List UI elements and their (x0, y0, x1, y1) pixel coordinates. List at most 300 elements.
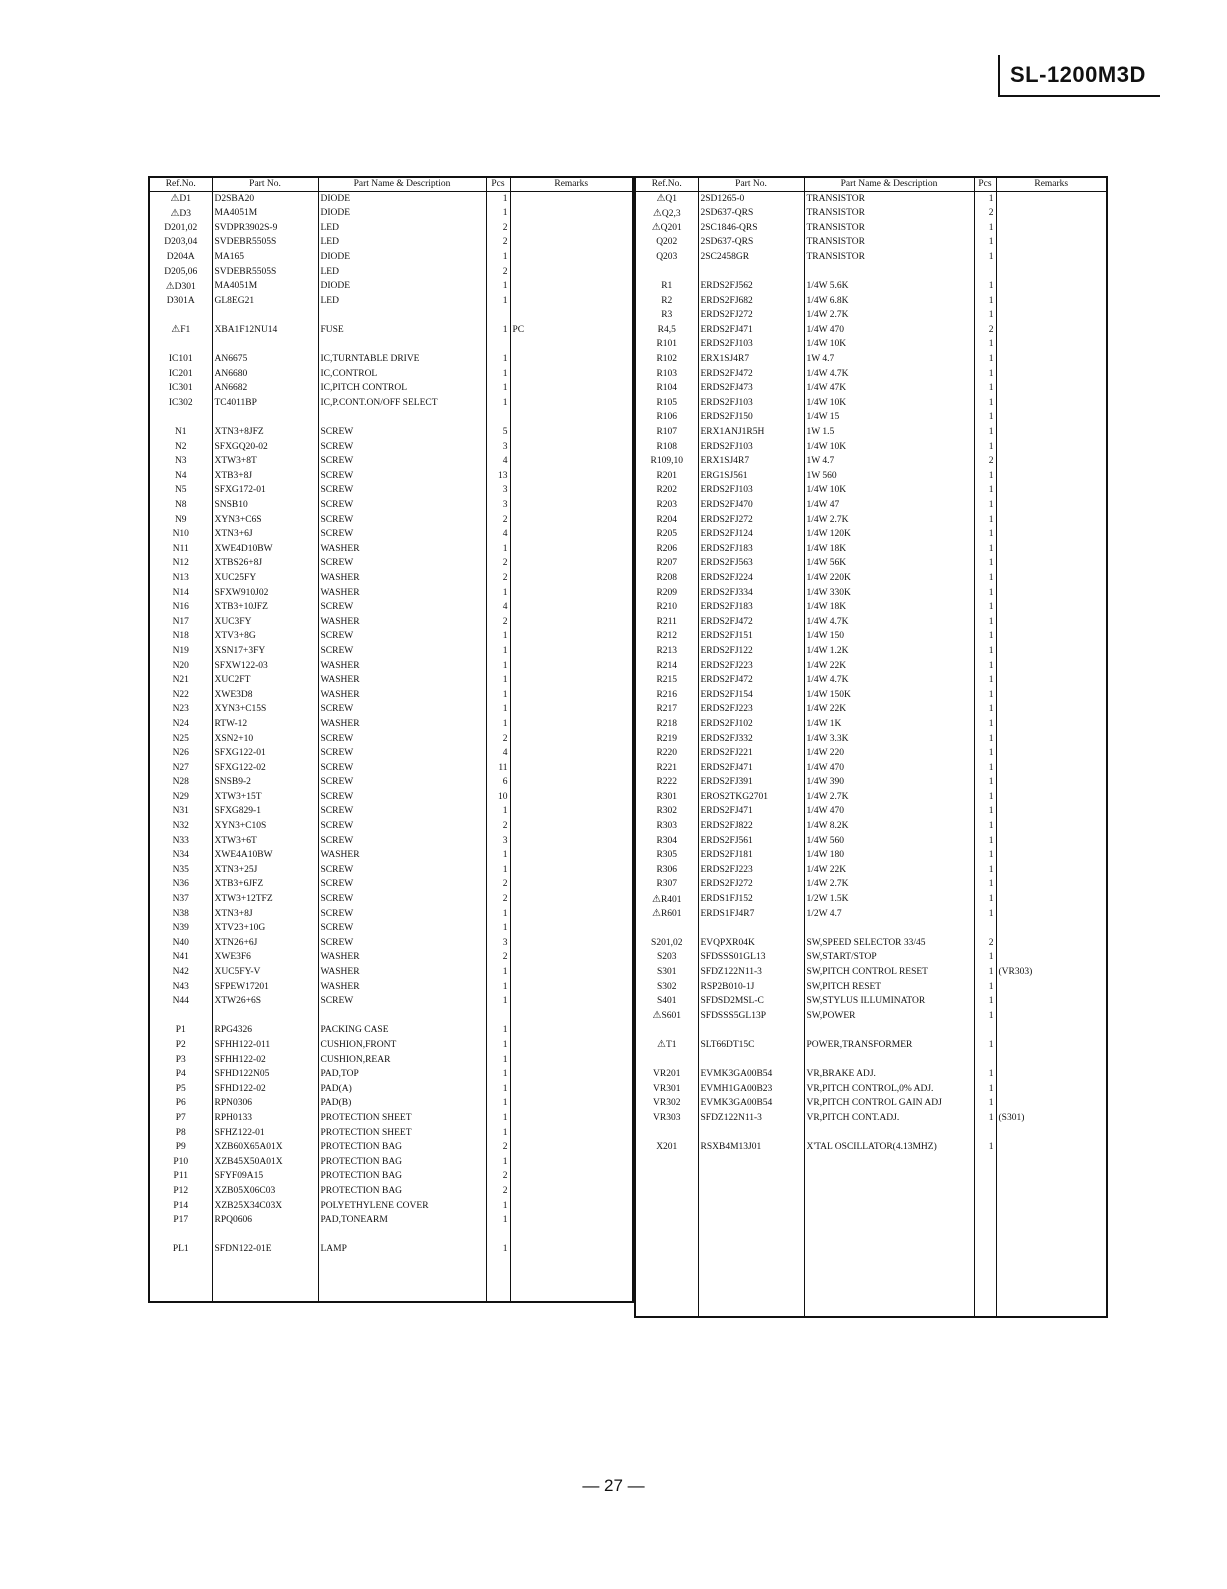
part-no-cell (698, 1228, 804, 1243)
ref-cell (149, 776, 212, 791)
ref-number: VR301 (653, 1083, 681, 1094)
pcs-cell: 1 (486, 396, 510, 411)
pcs-cell: 1 (486, 995, 510, 1010)
description-cell: SCREW (318, 440, 486, 455)
remarks-cell (510, 805, 633, 820)
pcs-cell: 1 (486, 1126, 510, 1141)
remarks-cell (996, 893, 1107, 908)
pcs-cell: 1 (974, 820, 996, 835)
table-row (149, 513, 633, 528)
remarks-cell (510, 907, 633, 922)
pcs-cell: 1 (486, 965, 510, 980)
description-cell: SCREW (318, 498, 486, 513)
part-no-cell (698, 1287, 804, 1302)
ref-number: N42 (172, 967, 189, 978)
ref-cell (635, 1257, 698, 1272)
description-cell: PAD,TOP (318, 1068, 486, 1083)
ref-cell (149, 571, 212, 586)
part-no-cell (698, 1301, 804, 1317)
ref-cell (149, 207, 212, 222)
ref-number: N28 (172, 777, 189, 788)
pcs-cell (974, 1170, 996, 1185)
pcs-cell: 1 (974, 1009, 996, 1024)
part-no-cell: ERDS2FJ272 (698, 309, 804, 324)
description-cell: 1/4W 150K (804, 688, 974, 703)
description-cell (318, 1272, 486, 1287)
table-row (149, 411, 633, 426)
part-no-cell: ERX1SJ4R7 (698, 353, 804, 368)
ref-number: N23 (172, 704, 189, 715)
table-row (149, 878, 633, 893)
part-no-cell (212, 1257, 318, 1272)
table-row (635, 1053, 1107, 1068)
part-no-cell: ERX1ANJ1R5H (698, 426, 804, 441)
part-no-cell: ERDS2FJ563 (698, 557, 804, 572)
remarks-cell (510, 922, 633, 937)
ref-cell (149, 878, 212, 893)
ref-number: D3 (179, 208, 192, 219)
ref-number: N34 (172, 850, 189, 861)
pcs-cell (974, 1287, 996, 1302)
remarks-cell (996, 236, 1107, 251)
ref-number: N27 (172, 762, 189, 773)
table-header-row (149, 177, 633, 192)
description-cell: VR,PITCH CONTROL,0% ADJ. (804, 1082, 974, 1097)
ref-number: PL1 (172, 1244, 189, 1255)
remarks-cell (996, 834, 1107, 849)
description-cell: CUSHION,REAR (318, 1053, 486, 1068)
table-row (635, 586, 1107, 601)
pcs-cell: 1 (486, 907, 510, 922)
ref-number: N11 (172, 543, 189, 554)
remarks-cell (996, 382, 1107, 397)
ref-cell (149, 936, 212, 951)
description-cell: X'TAL OSCILLATOR(4.13MHZ) (804, 1141, 974, 1156)
table-row (149, 1287, 633, 1303)
ref-cell (635, 907, 698, 922)
remarks-cell (510, 1009, 633, 1024)
table-row (149, 1214, 633, 1229)
remarks-cell (996, 980, 1107, 995)
pcs-cell: 1 (486, 1155, 510, 1170)
pcs-cell: 4 (486, 601, 510, 616)
description-cell (804, 1301, 974, 1317)
part-no-cell: XYN3+C15S (212, 703, 318, 718)
ref-number: IC301 (168, 383, 193, 394)
table-row (635, 805, 1107, 820)
ref-cell (635, 703, 698, 718)
part-no-cell: ERDS2FJ471 (698, 761, 804, 776)
ref-number: N31 (172, 806, 189, 817)
description-cell: PROTECTION BAG (318, 1155, 486, 1170)
description-cell: PACKING CASE (318, 1024, 486, 1039)
ref-cell (635, 367, 698, 382)
ref-cell (149, 1068, 212, 1083)
description-cell: SCREW (318, 557, 486, 572)
remarks-cell (510, 265, 633, 280)
part-no-cell: XZB25X34C03X (212, 1199, 318, 1214)
ref-number: R205 (656, 529, 678, 540)
description-cell: WASHER (318, 615, 486, 630)
table-row (635, 1228, 1107, 1243)
ref-cell (149, 951, 212, 966)
ref-number: P2 (175, 1039, 186, 1050)
table-row (149, 469, 633, 484)
part-no-cell (698, 922, 804, 937)
pcs-cell: 1 (486, 1199, 510, 1214)
ref-cell (149, 630, 212, 645)
ref-number: Q1 (665, 194, 678, 205)
ref-cell (635, 893, 698, 908)
description-cell: SCREW (318, 426, 486, 441)
part-no-cell: SVDEBR5505S (212, 265, 318, 280)
description-cell: 1/4W 220K (804, 571, 974, 586)
table-row (149, 922, 633, 937)
part-no-cell: MA4051M (212, 280, 318, 295)
remarks-cell (510, 1228, 633, 1243)
pcs-cell: 1 (974, 1038, 996, 1053)
description-cell: TRANSISTOR (804, 192, 974, 207)
part-no-cell: AN6682 (212, 382, 318, 397)
description-cell: IC,TURNTABLE DRIVE (318, 353, 486, 368)
description-cell: 1/4W 4.7K (804, 674, 974, 689)
remarks-cell (510, 936, 633, 951)
ref-cell (149, 1199, 212, 1214)
ref-cell (149, 1214, 212, 1229)
remarks-cell (996, 1257, 1107, 1272)
pcs-cell: 1 (974, 893, 996, 908)
remarks-cell (996, 936, 1107, 951)
ref-number: N36 (172, 879, 189, 890)
table-row (635, 236, 1107, 251)
remarks-cell (510, 1170, 633, 1185)
ref-cell (635, 250, 698, 265)
ref-cell (149, 965, 212, 980)
ref-number: R105 (656, 397, 678, 408)
ref-number: R213 (656, 645, 678, 656)
ref-cell (635, 601, 698, 616)
table-row (635, 1038, 1107, 1053)
table-row (149, 382, 633, 397)
ref-number: Q202 (656, 237, 678, 248)
pcs-cell (486, 1228, 510, 1243)
remarks-cell (510, 1126, 633, 1141)
ref-number: R209 (656, 587, 678, 598)
part-no-cell: SFXG172-01 (212, 484, 318, 499)
description-cell (804, 1243, 974, 1258)
ref-number: R220 (656, 748, 678, 759)
remarks-cell (996, 790, 1107, 805)
ref-cell (149, 980, 212, 995)
ref-cell (149, 353, 212, 368)
safety-warning-icon: ⚠ (652, 207, 662, 219)
table-row (149, 1111, 633, 1126)
ref-number: N16 (172, 602, 189, 613)
table-row (149, 1272, 633, 1287)
pcs-cell: 1 (974, 221, 996, 236)
pcs-cell: 1 (974, 644, 996, 659)
description-cell: TRANSISTOR (804, 221, 974, 236)
part-no-cell (212, 1287, 318, 1303)
table-row (149, 367, 633, 382)
description-cell: SCREW (318, 732, 486, 747)
table-row (149, 280, 633, 295)
part-no-cell: ERDS2FJ223 (698, 659, 804, 674)
part-no-cell: 2SD1265-0 (698, 192, 804, 207)
ref-number: R101 (656, 339, 678, 350)
table-row (149, 1097, 633, 1112)
pcs-cell: 1 (486, 1111, 510, 1126)
part-no-cell: ERDS2FJ124 (698, 528, 804, 543)
pcs-cell: 3 (486, 936, 510, 951)
ref-number: N13 (172, 572, 189, 583)
remarks-cell (996, 717, 1107, 732)
ref-cell (635, 221, 698, 236)
ref-cell (635, 469, 698, 484)
part-no-cell: XWE4A10BW (212, 849, 318, 864)
ref-number: N22 (172, 689, 189, 700)
pcs-cell: 1 (974, 353, 996, 368)
table-row (635, 513, 1107, 528)
table-row (149, 1082, 633, 1097)
pcs-cell: 2 (486, 571, 510, 586)
ref-number: R218 (656, 718, 678, 729)
ref-cell (635, 674, 698, 689)
description-cell (804, 1199, 974, 1214)
part-no-cell: EVMK3GA00B54 (698, 1097, 804, 1112)
table-row (635, 1170, 1107, 1185)
ref-cell (635, 1126, 698, 1141)
table-row (635, 469, 1107, 484)
ref-number: T1 (665, 1040, 677, 1051)
part-no-cell (698, 1214, 804, 1229)
description-cell (804, 1184, 974, 1199)
pcs-cell (486, 309, 510, 324)
table-row (635, 1272, 1107, 1287)
description-cell: 1/4W 2.7K (804, 878, 974, 893)
description-cell: SW,SPEED SELECTOR 33/45 (804, 936, 974, 951)
table-row (635, 382, 1107, 397)
remarks-cell (510, 849, 633, 864)
column-header-part-no: Part No. (698, 177, 804, 192)
remarks-cell (510, 834, 633, 849)
description-cell: 1W 1.5 (804, 426, 974, 441)
remarks-cell (510, 353, 633, 368)
pcs-cell (486, 411, 510, 426)
part-no-cell: AN6680 (212, 367, 318, 382)
description-cell (804, 1257, 974, 1272)
ref-cell (149, 1082, 212, 1097)
ref-number: R2 (661, 295, 673, 306)
part-no-cell: XTB3+6JFZ (212, 878, 318, 893)
table-row (149, 703, 633, 718)
table-row (149, 484, 633, 499)
pcs-cell: 1 (974, 294, 996, 309)
ref-number: N20 (172, 660, 189, 671)
pcs-cell: 2 (486, 557, 510, 572)
pcs-cell: 1 (974, 411, 996, 426)
remarks-cell (996, 878, 1107, 893)
part-no-cell: SFXGQ20-02 (212, 440, 318, 455)
part-no-cell: RTW-12 (212, 717, 318, 732)
page-number: — 27 — (582, 1476, 645, 1495)
description-cell (804, 1024, 974, 1039)
pcs-cell: 1 (486, 703, 510, 718)
pcs-cell: 1 (486, 1097, 510, 1112)
description-cell: IC,P.CONT.ON/OFF SELECT (318, 396, 486, 411)
description-cell: SCREW (318, 528, 486, 543)
ref-cell (149, 893, 212, 908)
table-row (635, 1301, 1107, 1317)
description-cell: 1/4W 3.3K (804, 732, 974, 747)
part-no-cell: ERDS2FJ150 (698, 411, 804, 426)
description-cell: 1/4W 22K (804, 659, 974, 674)
ref-cell (149, 323, 212, 338)
table-row (635, 834, 1107, 849)
pcs-cell (974, 1301, 996, 1317)
ref-number: R204 (656, 514, 678, 525)
description-cell: PROTECTION BAG (318, 1184, 486, 1199)
part-no-cell: SFHH122-011 (212, 1038, 318, 1053)
ref-number: N12 (172, 558, 189, 569)
description-cell: 1/4W 180 (804, 849, 974, 864)
ref-cell (149, 732, 212, 747)
ref-cell (635, 936, 698, 951)
remarks-cell (996, 601, 1107, 616)
ref-cell (635, 338, 698, 353)
remarks-cell (996, 776, 1107, 791)
pcs-cell: 13 (486, 469, 510, 484)
part-no-cell: XYN3+C10S (212, 820, 318, 835)
description-cell (318, 1009, 486, 1024)
part-no-cell: XTN3+8J (212, 907, 318, 922)
table-row (149, 528, 633, 543)
table-row (635, 951, 1107, 966)
table-row (149, 1141, 633, 1156)
pcs-cell: 1 (974, 878, 996, 893)
model-number: SL-1200M3D (1010, 62, 1146, 87)
ref-cell (149, 250, 212, 265)
table-row (635, 1141, 1107, 1156)
table-row (149, 1243, 633, 1258)
ref-number: R4,5 (657, 324, 676, 335)
ref-cell (635, 747, 698, 762)
pcs-cell: 1 (486, 323, 510, 338)
table-row (149, 1155, 633, 1170)
remarks-cell (996, 294, 1107, 309)
ref-cell (149, 601, 212, 616)
pcs-cell (974, 1199, 996, 1214)
pcs-cell: 1 (486, 382, 510, 397)
description-cell (318, 1228, 486, 1243)
description-cell: SCREW (318, 601, 486, 616)
description-cell: 1W 4.7 (804, 353, 974, 368)
ref-cell (635, 1243, 698, 1258)
pcs-cell (974, 1257, 996, 1272)
part-no-cell: SFPEW17201 (212, 980, 318, 995)
description-cell: 1/4W 4.7K (804, 367, 974, 382)
table-row (635, 455, 1107, 470)
ref-number: R303 (656, 821, 678, 832)
pcs-cell (974, 922, 996, 937)
ref-cell (149, 236, 212, 251)
ref-number: R401 (660, 894, 682, 905)
description-cell: PAD(B) (318, 1097, 486, 1112)
table-row (149, 571, 633, 586)
table-row (635, 863, 1107, 878)
ref-number: N8 (174, 500, 187, 511)
description-cell: 1/4W 470 (804, 805, 974, 820)
part-no-cell: SFYF09A15 (212, 1170, 318, 1185)
remarks-cell (996, 630, 1107, 645)
ref-number: P11 (173, 1171, 188, 1182)
part-no-cell: XTN26+6J (212, 936, 318, 951)
table-row (149, 732, 633, 747)
table-row (635, 250, 1107, 265)
pcs-cell: 1 (486, 586, 510, 601)
description-cell: 1/4W 56K (804, 557, 974, 572)
pcs-cell: 1 (974, 717, 996, 732)
ref-cell (149, 834, 212, 849)
part-no-cell: XTW3+6T (212, 834, 318, 849)
ref-cell (635, 265, 698, 280)
ref-cell (149, 703, 212, 718)
pcs-cell: 1 (974, 615, 996, 630)
description-cell: SCREW (318, 455, 486, 470)
pcs-cell: 1 (974, 528, 996, 543)
ref-number: R221 (656, 762, 678, 773)
pcs-cell (486, 1009, 510, 1024)
pcs-cell: 1 (974, 995, 996, 1010)
pcs-cell: 1 (974, 1111, 996, 1126)
description-cell (804, 1214, 974, 1229)
description-cell: WASHER (318, 717, 486, 732)
description-cell: 1/4W 1K (804, 717, 974, 732)
part-no-cell: ERDS1FJ152 (698, 893, 804, 908)
description-cell: PAD,TONEARM (318, 1214, 486, 1229)
remarks-cell (996, 863, 1107, 878)
part-no-cell: 2SD637-QRS (698, 207, 804, 222)
pcs-cell: 1 (486, 542, 510, 557)
table-row (635, 820, 1107, 835)
ref-number: S301 (656, 967, 677, 978)
remarks-cell (510, 601, 633, 616)
part-no-cell: EROS2TKG2701 (698, 790, 804, 805)
ref-cell (635, 805, 698, 820)
pcs-cell: 4 (486, 528, 510, 543)
ref-cell (635, 878, 698, 893)
description-cell: 1/4W 22K (804, 863, 974, 878)
ref-number: R104 (656, 383, 678, 394)
ref-number: D205,06 (164, 266, 198, 277)
pcs-cell: 1 (974, 192, 996, 207)
ref-cell (635, 280, 698, 295)
description-cell: IC,CONTROL (318, 367, 486, 382)
pcs-cell: 1 (974, 426, 996, 441)
table-row (635, 936, 1107, 951)
ref-cell (149, 338, 212, 353)
part-no-cell: RSP2B010-1J (698, 980, 804, 995)
remarks-cell (510, 338, 633, 353)
remarks-cell (996, 951, 1107, 966)
pcs-cell: 1 (486, 1068, 510, 1083)
description-cell: SCREW (318, 469, 486, 484)
pcs-cell: 2 (486, 893, 510, 908)
table-row (149, 192, 633, 207)
ref-number: R302 (656, 806, 678, 817)
table-row (149, 907, 633, 922)
safety-warning-icon: ⚠ (656, 193, 666, 205)
